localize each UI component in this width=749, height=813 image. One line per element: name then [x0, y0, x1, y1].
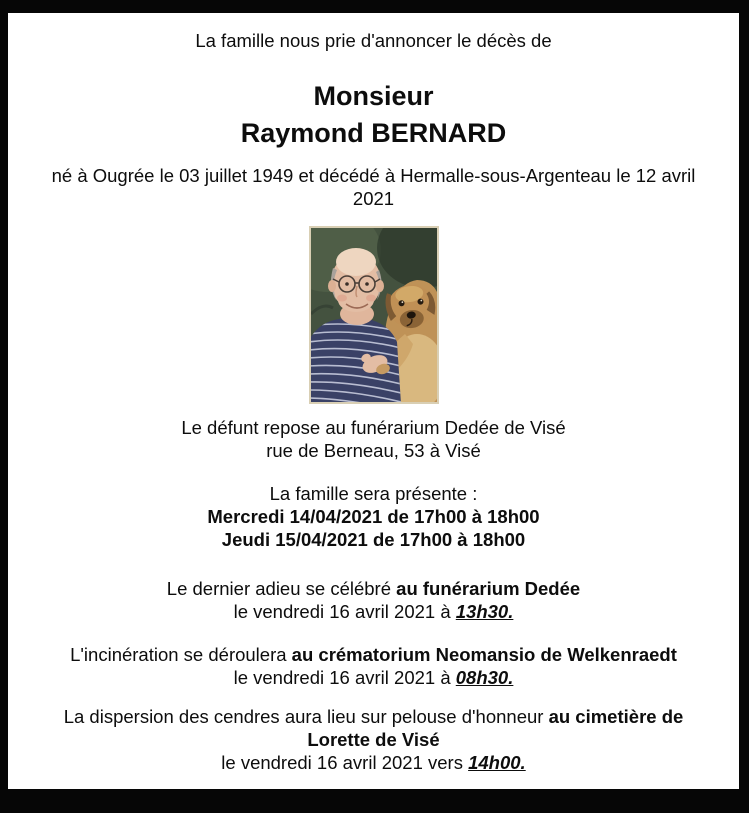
- portrait-photo: [309, 226, 439, 404]
- farewell-time: 13h30.: [455, 601, 514, 622]
- cremation-date: le vendredi 16 avril 2021 à: [233, 667, 456, 688]
- dispersion-text: La dispersion des cendres aura lieu sur pelouse d'honneur: [63, 706, 549, 727]
- deceased-name-block: [8, 78, 739, 152]
- cremation-place: au crématorium Neomansio de Welkenraedt: [291, 644, 677, 665]
- life-dates: né à Ougrée le 03 juillet 1949 et décédé à Hermalle-sous-Argenteau le 12 avril 2021: [51, 165, 696, 209]
- man-with-dog-portrait-icon: [311, 228, 437, 402]
- cremation-time: 08h30.: [455, 667, 514, 688]
- farewell-place: au funérarium Dedée: [396, 578, 581, 599]
- cremation-text: L'incinération se déroulera: [70, 644, 292, 665]
- deceased-title: Monsieur: [313, 81, 434, 111]
- dispersion-time: 14h00.: [468, 752, 526, 773]
- farewell-text: Le dernier adieu se célébré: [166, 578, 397, 599]
- deceased-name: Raymond BERNARD: [240, 118, 507, 148]
- cremation-block: [8, 643, 739, 689]
- farewell-date: le vendredi 16 avril 2021 à: [233, 601, 456, 622]
- repose-line2: rue de Berneau, 53 à Visé: [266, 440, 481, 461]
- presence-slot-2: Jeudi 15/04/2021 de 17h00 à 18h00: [221, 529, 526, 550]
- dispersion-place: au cimetière de Lorette de Visé: [307, 706, 684, 750]
- farewell-block: [8, 577, 739, 623]
- intro-text: La famille nous prie d'annoncer le décès de: [195, 30, 552, 51]
- dispersion-block: [44, 705, 704, 774]
- presence-block: [8, 482, 739, 551]
- announcement-card: [8, 13, 739, 789]
- presence-intro: La famille sera présente :: [269, 483, 478, 504]
- photo-section: [8, 226, 739, 404]
- repose-block: [8, 416, 739, 462]
- presence-slot-1: Mercredi 14/04/2021 de 17h00 à 18h00: [207, 506, 540, 527]
- dispersion-date: le vendredi 16 avril 2021 vers: [221, 752, 469, 773]
- repose-line1: Le défunt repose au funérarium Dedée de Visé: [181, 417, 566, 438]
